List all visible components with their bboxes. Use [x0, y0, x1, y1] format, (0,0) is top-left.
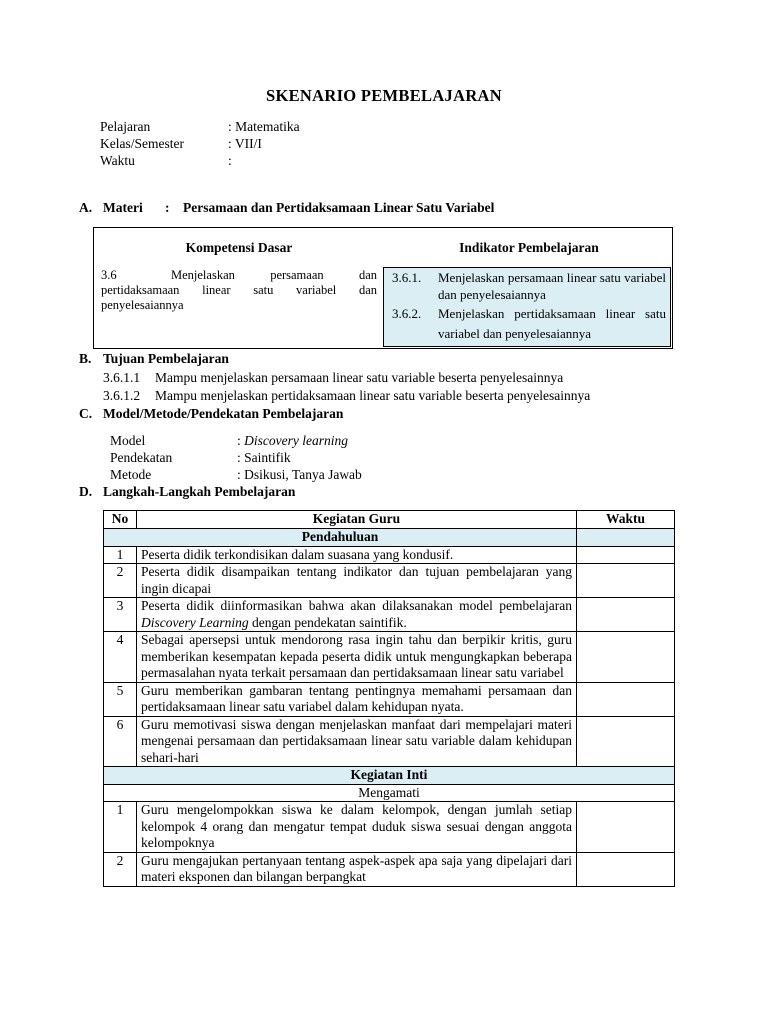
indikator-number: 3.6.1.: [392, 270, 422, 285]
indikator-header: Indikator Pembelajaran: [459, 240, 599, 255]
tujuan-text: Mampu menjelaskan persamaan linear satu variable beserta penyelesainnya: [155, 370, 564, 385]
metode-value: Dsikusi, Tanya Jawab: [244, 467, 362, 482]
meta-row-pelajaran: [100, 118, 300, 135]
meta-label: Pelajaran: [100, 119, 151, 134]
indikator-number: 3.6.2.: [392, 306, 422, 321]
section-d-heading: [79, 483, 295, 500]
metode-row: [110, 466, 362, 483]
section-d-title: Langkah-Langkah Pembelajaran: [103, 484, 296, 499]
tujuan-text: Mampu menjelaskan pertidaksamaan linear satu variable beserta penyelesainnya: [155, 388, 591, 403]
section-letter: C.: [79, 406, 93, 421]
steps-table: [103, 510, 675, 887]
waktu-cell: [577, 598, 675, 632]
section-letter: D.: [79, 484, 93, 499]
row-text: Guru memotivasi siswa dengan menjelaskan manfaat dari mempelajari materi mengenai persamaan dan pertidaksamaan linear satu variable dalam kehidupan sehari-hari: [137, 716, 577, 767]
page-title: SKENARIO PEMBELAJARAN: [266, 86, 502, 105]
row-number: 2: [104, 564, 137, 598]
metode-sep: :: [237, 467, 245, 482]
indikator-cell: [383, 267, 671, 347]
row-text: Guru memberikan gambaran tentang pentingnya memahami persamaan dan pertidaksamaan linear satu variabel dalam kehidupan nyata.: [137, 682, 577, 716]
tujuan-list: [103, 369, 590, 405]
section-a-sep: :: [165, 200, 170, 215]
meta-info: [100, 118, 300, 169]
kd-number: 3.6: [101, 268, 117, 282]
table-row: [104, 632, 675, 683]
phase-row-inti: [104, 767, 675, 785]
waktu-cell: [577, 546, 675, 564]
phase-label: Kegiatan Inti: [104, 767, 675, 785]
section-letter: A.: [79, 200, 93, 215]
waktu-cell: [577, 802, 675, 853]
pendekatan-label: Pendekatan: [110, 450, 173, 465]
pendekatan-row: [110, 449, 362, 466]
header-waktu: Waktu: [577, 511, 675, 529]
meta-row-kelas: [100, 135, 300, 152]
model-sep: :: [237, 433, 245, 448]
tujuan-item: [103, 369, 590, 387]
meta-value: : VII/I: [228, 136, 262, 151]
row-text-post: dengan pendekatan saintifik.: [248, 614, 407, 630]
section-c-title: Model/Metode/Pendekatan Pembelajaran: [103, 406, 344, 421]
row-text-em: Discovery Learning: [141, 614, 249, 630]
table-row: [104, 598, 675, 632]
waktu-cell: [577, 529, 675, 547]
row-text: Peserta didik terkondisikan dalam suasana yang kondusif.: [137, 546, 577, 564]
row-text-pre: Peserta didik diinformasikan bahwa akan dilaksanakan model pembelajaran: [141, 598, 572, 613]
waktu-cell: [577, 564, 675, 598]
section-c-heading: [79, 405, 343, 422]
kd-header: Kompetensi Dasar: [185, 240, 293, 255]
section-letter: B.: [79, 351, 92, 366]
indikator-text: Menjelaskan pertidaksamaan linear satu variabel dan penyelesaiannya: [438, 306, 666, 341]
table-header-row: [104, 511, 675, 529]
row-number: 1: [104, 802, 137, 853]
header-kegiatan: Kegiatan Guru: [137, 511, 577, 529]
table-row: [104, 682, 675, 716]
tujuan-number: 3.6.1.2: [103, 388, 141, 403]
row-text: Guru mengajukan pertanyaan tentang aspek-aspek apa saja yang dipelajari dari materi eksponen dan bilangan berpangkat: [137, 852, 577, 886]
header-no: No: [104, 511, 137, 529]
row-number: 4: [104, 632, 137, 683]
meta-value: : Matematika: [228, 119, 300, 134]
table-row: [104, 564, 675, 598]
indikator-item: [392, 304, 666, 344]
waktu-cell: [577, 852, 675, 886]
table-row: [104, 716, 675, 767]
section-a-value: Persamaan dan Pertidaksamaan Linear Satu Variabel: [183, 200, 495, 215]
section-b-title: Tujuan Pembelajaran: [103, 351, 229, 366]
pendekatan-value: Saintifik: [244, 450, 291, 465]
subphase-row-mengamati: [104, 784, 675, 802]
row-text: Sebagai apersepsi untuk mendorong rasa ingin tahu dan berpikir kritis, guru memberikan kesempatan kepada peserta didik untuk mengungkapkan beberapa permasalahan nyata terkait persamaan dan pertidaksamaan linear satu variabel: [137, 632, 577, 683]
model-value: Discovery learning: [244, 433, 348, 448]
model-info: [110, 432, 362, 483]
row-text: [137, 598, 577, 632]
row-number: 2: [104, 852, 137, 886]
row-text: Guru mengelompokkan siswa ke dalam kelompok, dengan jumlah setiap kelompok 4 orang dan mengatur tempat duduk siswa sesuai dengan anggota kelompoknya: [137, 802, 577, 853]
table-row: [104, 802, 675, 853]
section-a-heading: [79, 199, 494, 216]
pendekatan-sep: :: [237, 450, 245, 465]
metode-label: Metode: [110, 467, 152, 482]
row-number: 1: [104, 546, 137, 564]
section-b-heading: [79, 350, 229, 367]
meta-label: Kelas/Semester: [100, 136, 184, 151]
table-row: [104, 852, 675, 886]
tujuan-number: 3.6.1.1: [103, 370, 141, 385]
indikator-item: [392, 269, 666, 303]
meta-value: :: [228, 153, 232, 168]
waktu-cell: [577, 716, 675, 767]
row-number: 3: [104, 598, 137, 632]
phase-label: Pendahuluan: [104, 529, 577, 547]
meta-row-waktu: [100, 152, 300, 169]
row-number: 6: [104, 716, 137, 767]
tujuan-item: [103, 387, 590, 405]
row-text: Peserta didik disampaikan tentang indikator dan tujuan pembelajaran yang ingin dicapai: [137, 564, 577, 598]
kompetensi-table: [93, 227, 673, 349]
subphase-label: Mengamati: [104, 784, 675, 802]
model-row: [110, 432, 362, 449]
meta-label: Waktu: [100, 153, 135, 168]
row-number: 5: [104, 682, 137, 716]
indikator-text: Menjelaskan persamaan linear satu variabel dan penyelesaiannya: [438, 270, 666, 302]
model-label: Model: [110, 433, 146, 448]
table-row: [104, 546, 675, 564]
phase-row-pendahuluan: [104, 529, 675, 547]
waktu-cell: [577, 632, 675, 683]
waktu-cell: [577, 682, 675, 716]
kd-text: Menjelaskan persamaan dan pertidaksamaan linear satu variabel dan penyelesaiannya: [101, 268, 377, 312]
section-a-label: Materi: [103, 200, 143, 215]
kd-cell: [101, 268, 377, 313]
